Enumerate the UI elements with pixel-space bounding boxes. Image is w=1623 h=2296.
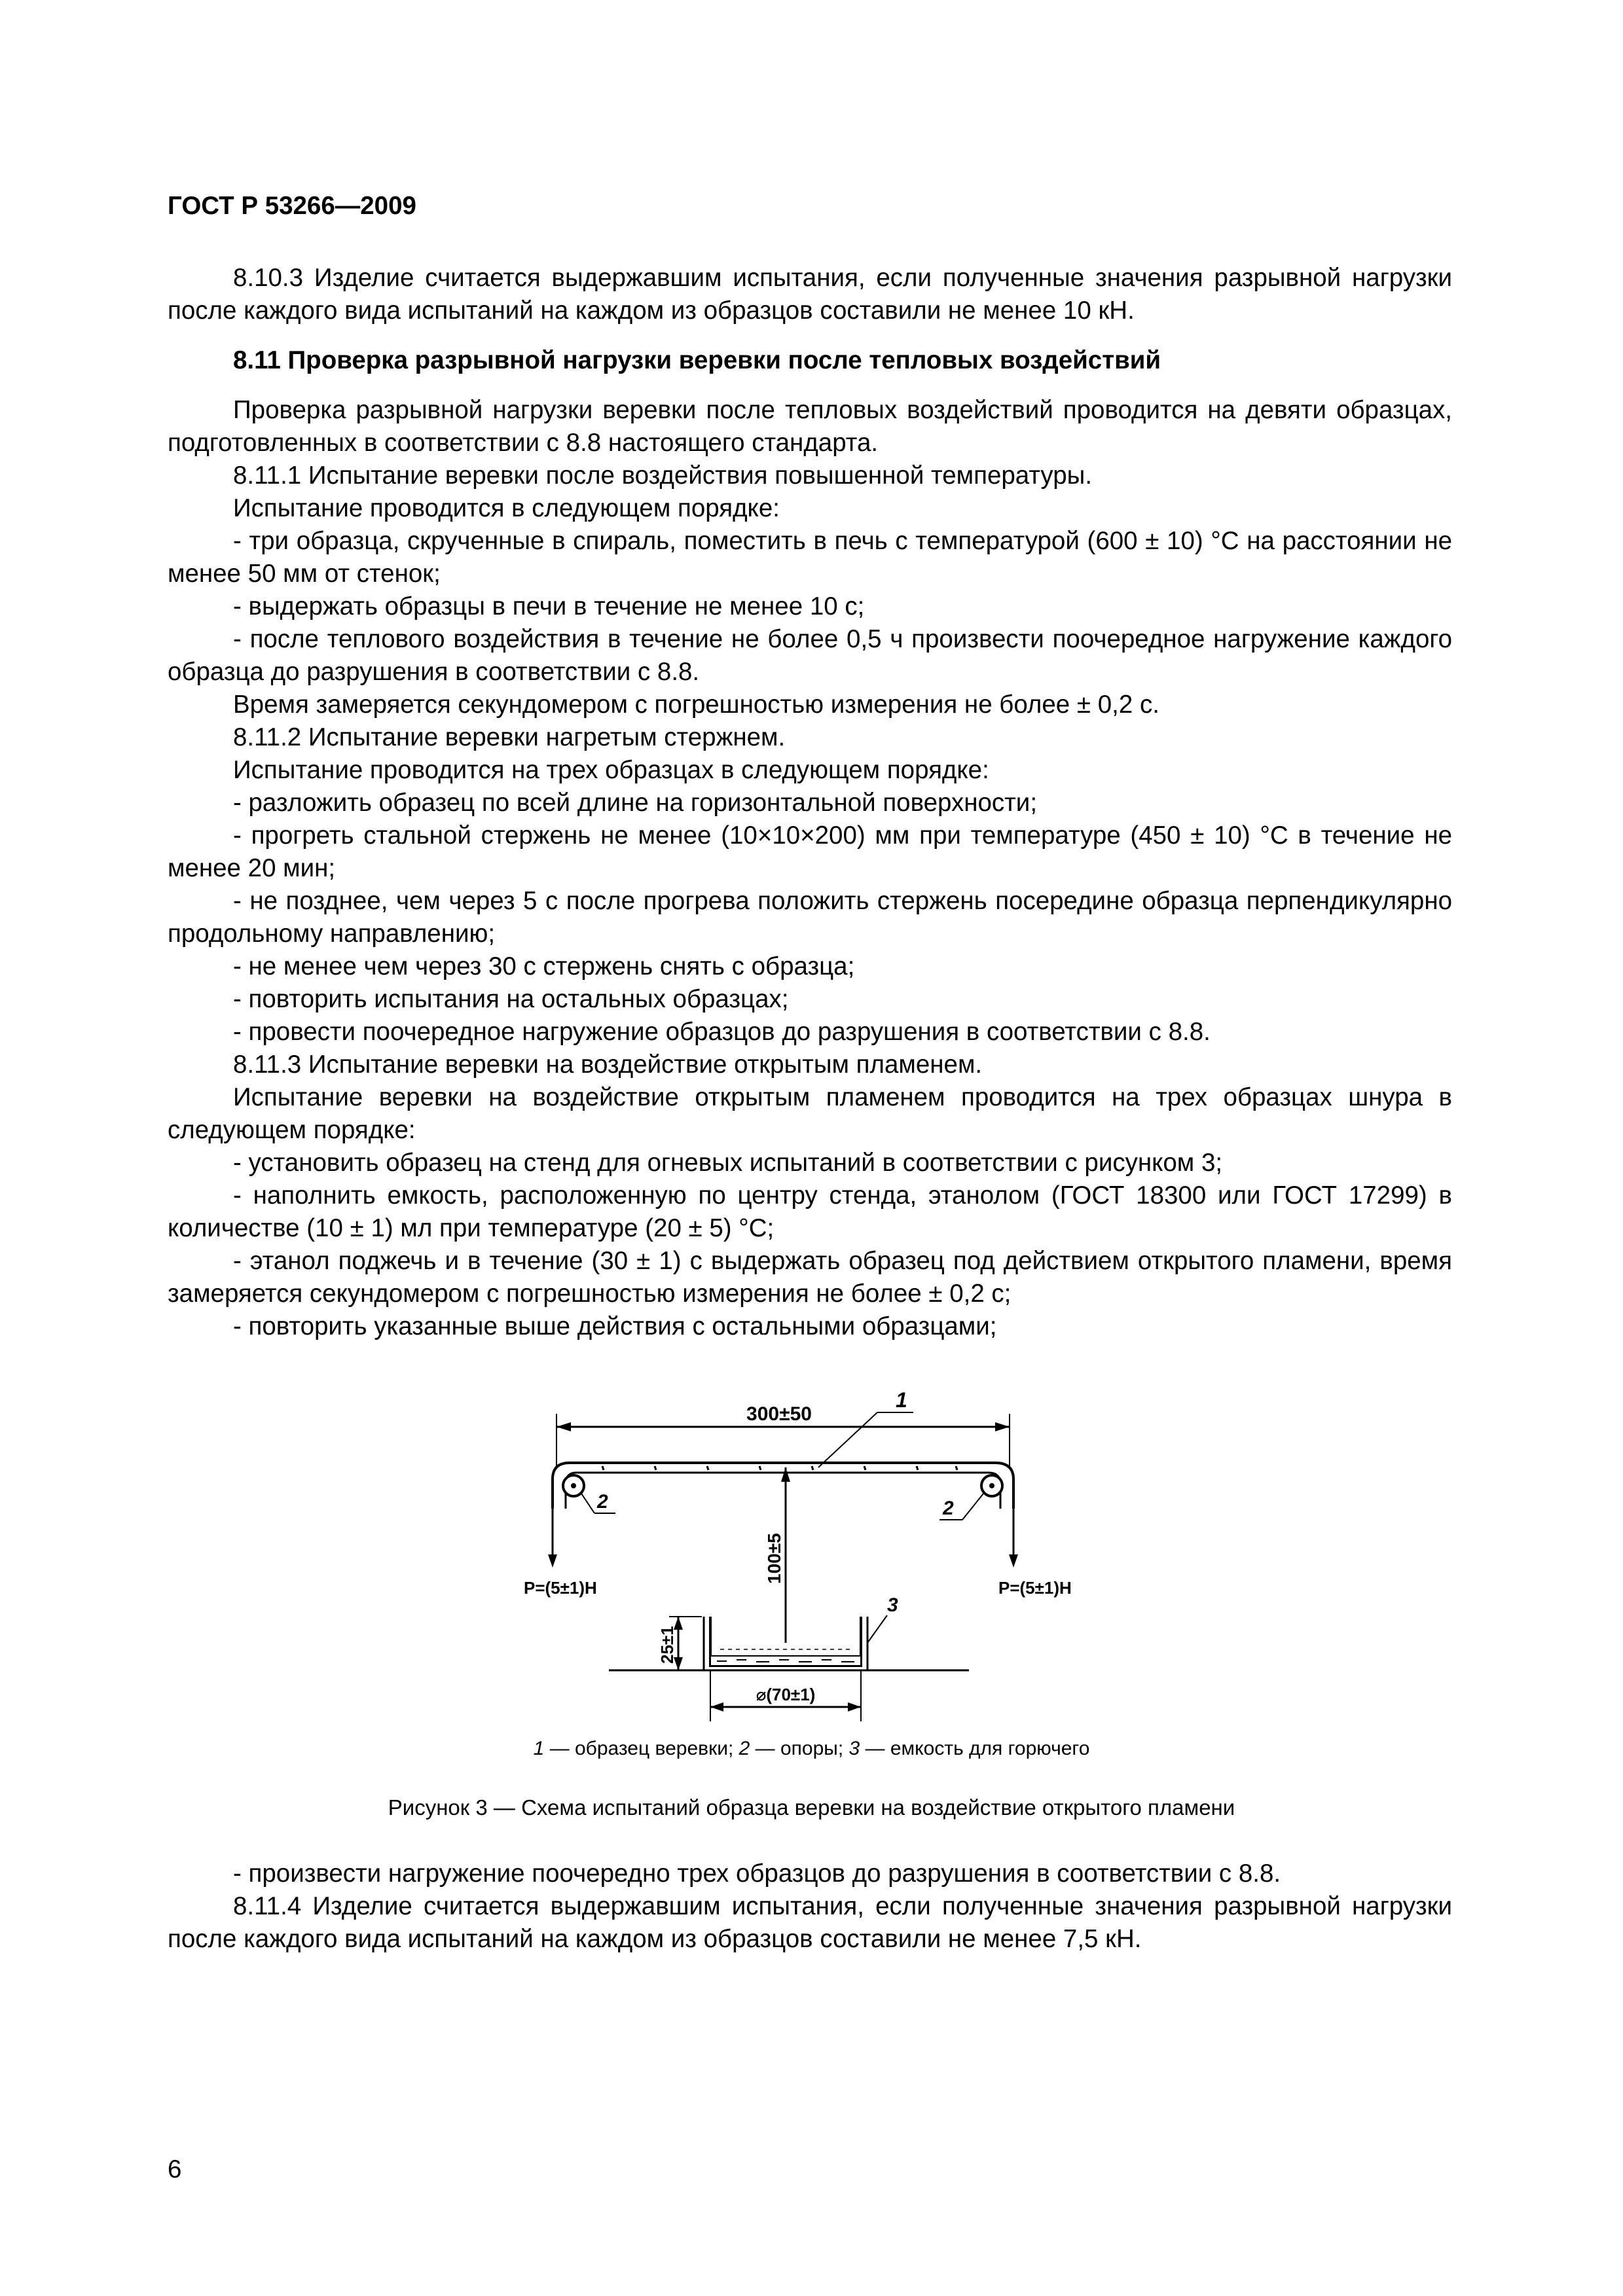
page-number: 6 [168, 2155, 182, 2183]
callout-line-2-right [962, 1494, 983, 1520]
legend-number: 2 [739, 1738, 750, 1759]
standard-header: ГОСТ Р 53266—2009 [168, 192, 416, 220]
left-support-center [571, 1483, 576, 1488]
list-item: - не позднее, чем через 5 с после прогрева положить стержень посередине образца перпендикулярно продольному направлению; [168, 887, 1452, 948]
length-dimension-label: 300±50 [746, 1403, 812, 1425]
test-scheme-figure [511, 1368, 1152, 1721]
legend-number: 1 [533, 1738, 545, 1759]
list-item: - этанол поджечь и в течение (30 ± 1) с выдержать образец под действием открытого пламени, время замеряется секундомером с погрешностью измерения не более ± 0,2 с; [168, 1247, 1452, 1308]
right-support-center [989, 1483, 994, 1488]
callout-3-label: 3 [887, 1594, 898, 1616]
callout-2-right-label: 2 [943, 1498, 954, 1519]
fuel-layer [710, 1656, 861, 1666]
figure-legend [0, 1737, 1623, 1761]
legend-text: — образец веревки; [544, 1738, 739, 1759]
right-load-label: P=(5±1)H [998, 1578, 1072, 1598]
arrowhead-icon [848, 1702, 861, 1712]
list-item: - прогреть стальной стержень не менее (10×10×200) мм при температуре (450 ± 10) °С в течение не менее 20 мин; [168, 821, 1452, 882]
paragraph: Проверка разрывной нагрузки веревки после тепловых воздействий проводится на девяти образцах, подготовленных в соответствии с 8.8 настоящего стандарта. [168, 396, 1452, 457]
arrowhead-icon [710, 1702, 723, 1712]
callout-2-left-label: 2 [597, 1491, 608, 1513]
callout-line-2-left [581, 1494, 594, 1513]
list-item: - после теплового воздействия в течение не более 0,5 ч произвести поочередное нагружение каждого образца до разрушения в соответствии с 8.8. [168, 625, 1452, 686]
callout-line-1 [818, 1412, 877, 1467]
diameter-dimension-label: ⌀(70±1) [756, 1685, 816, 1704]
test-scheme-drawing [511, 1368, 1152, 1721]
paragraph: 8.10.3 Изделие считается выдержавшим испытания, если полученные значения разрывной нагрузки после каждого вида испытаний на каждом из образцов составили не менее 10 кН. [168, 264, 1452, 325]
callout-1-label: 1 [896, 1388, 907, 1412]
list-item: - разложить образец по всей длине на горизонтальной поверхности; [233, 789, 1038, 817]
arrow-down-icon [548, 1554, 557, 1568]
paragraph: Испытание проводится на трех образцах в следующем порядке: [233, 756, 989, 784]
body-text-bottom [168, 1857, 1452, 1956]
list-item: - не менее чем через 30 с стержень снять с образца; [233, 952, 855, 980]
section-heading: 8.11 Проверка разрывной нагрузки веревки после тепловых воздействий [233, 346, 1161, 374]
list-item: - повторить указанные выше действия с остальными образцами; [233, 1312, 997, 1340]
arrowhead-icon [995, 1422, 1010, 1431]
paragraph: 8.11.4 Изделие считается выдержавшим испытания, если полученные значения разрывной нагрузки после каждого вида испытаний на каждом из образцов составили не менее 7,5 кН. [168, 1892, 1452, 1953]
list-item: - выдержать образцы в печи в течение не менее 10 с; [233, 592, 865, 620]
legend-text: — емкость для горючего [860, 1738, 1090, 1759]
arrowhead-icon [556, 1422, 571, 1431]
arrowhead-icon [781, 1467, 790, 1482]
arrow-down-icon [1009, 1554, 1018, 1568]
height-dimension-label: 100±5 [764, 1533, 784, 1584]
rope-texture [602, 1466, 957, 1470]
depth-dimension-label: 25±1 [657, 1626, 677, 1664]
legend-number: 3 [848, 1738, 860, 1759]
list-item: - наполнить емкость, расположенную по центру стенда, этанолом (ГОСТ 18300 или ГОСТ 17299) в количестве (10 ± 1) мл при температуре (20 ± 5) °С; [168, 1181, 1452, 1242]
paragraph: 8.11.3 Испытание веревки на воздействие открытым пламенем. [233, 1050, 983, 1079]
body-text-top [168, 262, 1452, 1343]
list-item: - повторить испытания на остальных образцах; [233, 985, 789, 1013]
list-item: - провести поочередное нагружение образцов до разрушения в соответствии с 8.8. [233, 1018, 1211, 1046]
paragraph: Время замеряется секундомером с погрешностью измерения не более ± 0,2 с. [233, 691, 1159, 719]
callout-line-3 [867, 1615, 887, 1643]
paragraph: Испытание веревки на воздействие открытым пламенем проводится на трех образцах шнура в следующем порядке: [168, 1083, 1452, 1144]
list-item: - установить образец на стенд для огневых испытаний в соответствии с рисунком 3; [233, 1149, 1223, 1177]
paragraph: 8.11.2 Испытание веревки нагретым стержнем. [233, 723, 786, 751]
figure-caption: Рисунок 3 — Схема испытаний образца веревки на воздействие открытого пламени [388, 1795, 1235, 1820]
paragraph: Испытание проводится в следующем порядке: [233, 494, 780, 522]
list-item: - три образца, скрученные в спираль, поместить в печь с температурой (600 ± 10) °С на расстоянии не менее 50 мм от стенок; [168, 527, 1452, 588]
paragraph: 8.11.1 Испытание веревки после воздействия повышенной температуры. [233, 461, 1093, 490]
left-load-label: P=(5±1)H [524, 1578, 597, 1598]
list-item: - произвести нагружение поочередно трех образцов до разрушения в соответствии с 8.8. [233, 1859, 1281, 1888]
legend-text: — опоры; [750, 1738, 849, 1759]
